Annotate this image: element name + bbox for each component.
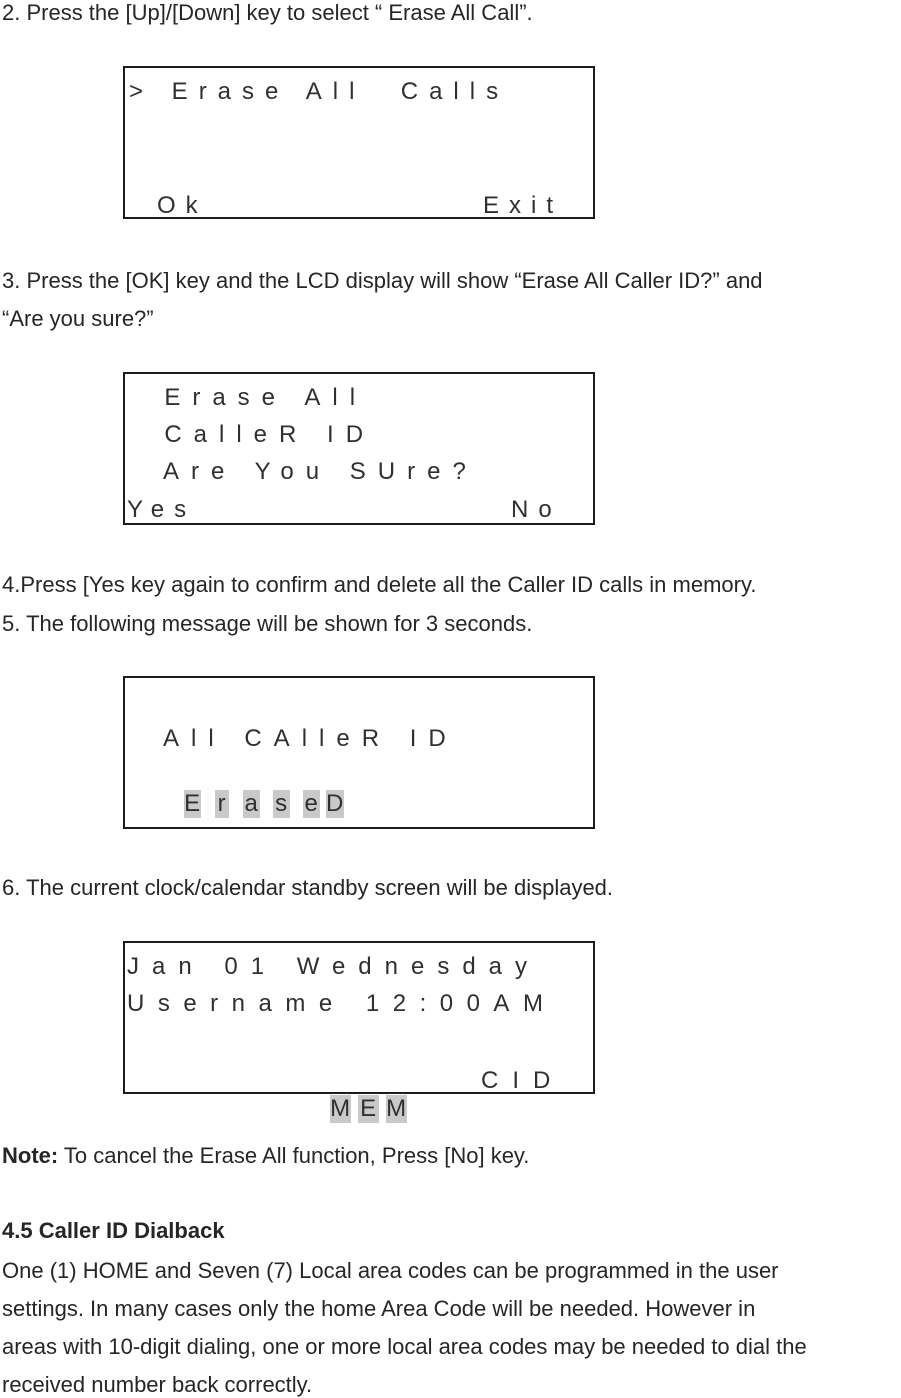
lcd-erase-all-calls bbox=[123, 66, 595, 219]
erased-char: D bbox=[326, 790, 344, 817]
step-3-text-line2: “Are you sure?” bbox=[2, 306, 154, 331]
lcd-yes-softkey: Yes bbox=[127, 496, 197, 523]
erased-char: s bbox=[273, 790, 290, 818]
mem-char: M bbox=[386, 1095, 407, 1122]
lcd-ok-softkey: Ok bbox=[157, 192, 208, 219]
lcd-all-caller-id-erased bbox=[123, 676, 595, 829]
lcd-line-1: Erase All bbox=[127, 384, 368, 411]
mem-char: M bbox=[330, 1095, 351, 1122]
step-4-text: 4.Press [Yes key again to confirm and delete all the Caller ID calls in memory. bbox=[2, 572, 757, 597]
step-2-text: 2. Press the [Up]/[Down] key to select “ Erase All Call”. bbox=[2, 0, 533, 25]
lcd-erase-confirm bbox=[123, 372, 595, 525]
note-label: Note: bbox=[2, 1143, 59, 1168]
lcd-exit-softkey: Exit bbox=[483, 192, 564, 219]
erased-char: r bbox=[215, 790, 229, 818]
lcd-mem-softkey bbox=[303, 1067, 407, 1151]
paragraph-line-4: received number back correctly. bbox=[2, 1372, 313, 1397]
lcd-line-2: CalleR ID bbox=[127, 421, 376, 448]
lcd-date-line: Jan 01 Wednesday bbox=[127, 953, 541, 980]
lcd-cid-softkey: CID bbox=[481, 1067, 565, 1094]
paragraph-line-2: settings. In many cases only the home Area Code will be needed. However in bbox=[2, 1296, 756, 1321]
lcd-line-1: All CAlleR ID bbox=[127, 725, 458, 752]
section-heading: 4.5 Caller ID Dialback bbox=[2, 1218, 225, 1243]
erased-char: E bbox=[184, 790, 201, 817]
note-text: To cancel the Erase All function, Press [No] key. bbox=[58, 1143, 530, 1168]
lcd-line-3: Are You SUre? bbox=[127, 458, 478, 485]
note-line bbox=[2, 1143, 529, 1169]
step-3-text-line1: 3. Press the [OK] key and the LCD display will show “Erase All Caller ID?” and bbox=[2, 268, 763, 293]
step-6-text: 6. The current clock/calendar standby screen will be displayed. bbox=[2, 875, 614, 900]
lcd-line-2 bbox=[157, 762, 344, 846]
lcd-no-softkey: No bbox=[511, 496, 562, 523]
step-5-text: 5. The following message will be shown for 3 seconds. bbox=[2, 611, 533, 636]
paragraph-line-3: areas with 10-digit dialing, one or more local area codes may be needed to dial the bbox=[2, 1334, 807, 1359]
paragraph-line-1: One (1) HOME and Seven (7) Local area codes can be programmed in the user bbox=[2, 1258, 779, 1283]
lcd-user-time-line: Username 12:00AM bbox=[127, 990, 557, 1017]
lcd-standby-screen bbox=[123, 941, 595, 1122]
erased-char: a bbox=[244, 790, 258, 817]
lcd-menu-line: > Erase All Calls bbox=[129, 78, 510, 105]
erased-char: e bbox=[304, 790, 318, 817]
mem-char: E bbox=[358, 1095, 379, 1123]
